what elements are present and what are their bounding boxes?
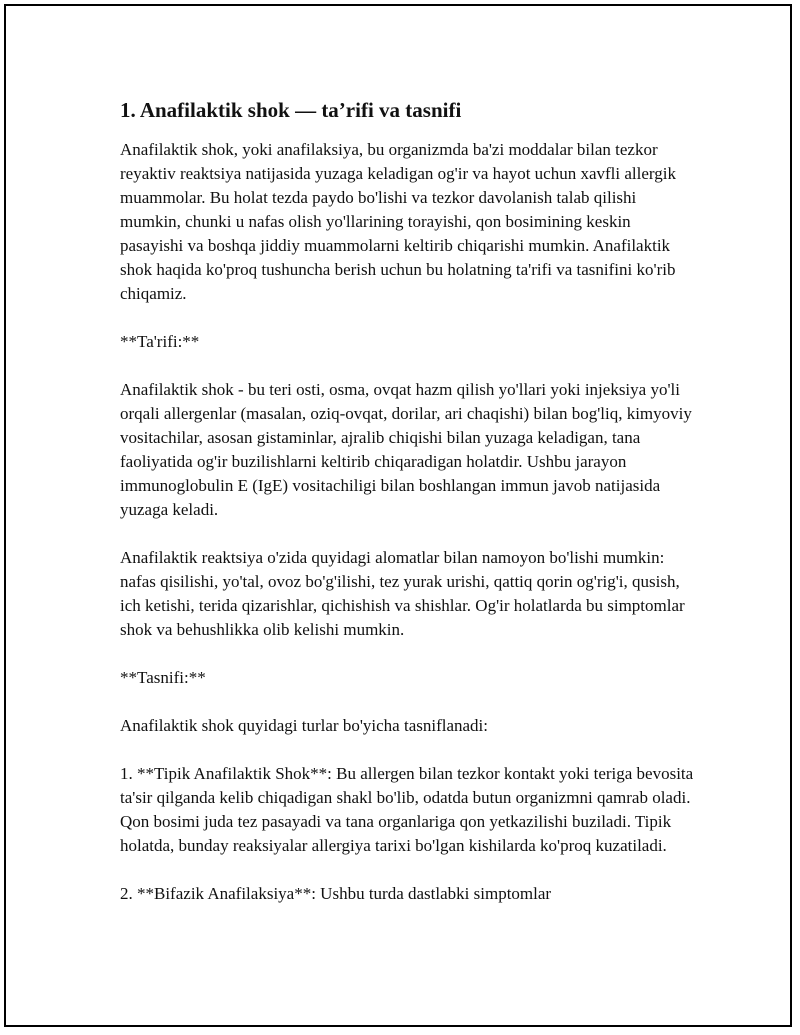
classification-intro: Anafilaktik shok quyidagi turlar bo'yicha tasniflanadi: [120, 716, 488, 735]
classification-heading: **Tasnifi:** [120, 668, 206, 687]
intro-paragraph: Anafilaktik shok, yoki anafilaksiya, bu organizmda ba'zi moddalar bilan tezkor reyaktiv reaktsiya natijasida yuzaga keladigan og'ir va hayot uchun xavfli allergik muammolar. Bu holat tezda paydo bo'lishi va tezkor davolanish talab qilishi mumkin, chunki u nafas olish yo'llarining torayishi, qon bosimining keskin pasayishi va boshqa jiddiy muammolarni keltirib chiqarishi mumkin. Anafilaktik shok haqida ko'proq tushuncha berish uchun bu holatning ta'rifi va tasnifini ko'rib chiqamiz. [120, 140, 676, 303]
definition-heading: **Ta'rifi:** [120, 332, 200, 351]
document-body [120, 96, 695, 930]
definition-paragraph: Anafilaktik shok - bu teri osti, osma, ovqat hazm qilish yo'llari yoki injeksiya yo'li orqali allergenlar (masalan, oziq-ovqat, dorilar, ari chaqishi) bilan bog'liq, kimyoviy vositachilar, asosan gistaminlar, ajralib chiqishi bilan yuzaga keladigan, tana faoliyatida og'ir buzilishlarni keltirib chiqaradigan holatdir. Ushbu jarayon immunoglobulin E (IgE) vositachiligi bilan boshlangan immun javob natijasida yuzaga keladi. [120, 380, 692, 519]
list-item-biphasic: 2. **Bifazik Anafilaksiya**: Ushbu turda dastlabki simptomlar [120, 884, 552, 903]
page-frame [4, 4, 792, 1027]
symptoms-paragraph: Anafilaktik reaktsiya o'zida quyidagi alomatlar bilan namoyon bo'lishi mumkin: nafas qisilishi, yo'tal, ovoz bo'g'ilishi, tez yurak urishi, qattiq qorin og'rig'i, qusish, ich ketishi, terida qizarishlar, qichishish va shishlar. Og'ir holatlarda bu simptomlar shok va behushlikka olib kelishi mumkin. [120, 548, 685, 639]
list-item-typical-shock: 1. **Tipik Anafilaktik Shok**: Bu allergen bilan tezkor kontakt yoki teriga bevosita ta'sir qilganda kelib chiqadigan shakl bo'lib, odatda butun organizmni qamrab oladi. Qon bosimi juda tez pasayadi va tana organlariga qon yetkazilishi buziladi. Tipik holatda, bunday reaksiyalar allergiya tarixi bo'lgan kishilarda ko'proq kuzatiladi. [120, 764, 694, 855]
section-title: 1. Anafilaktik shok — ta’rifi va tasnifi [120, 98, 462, 122]
